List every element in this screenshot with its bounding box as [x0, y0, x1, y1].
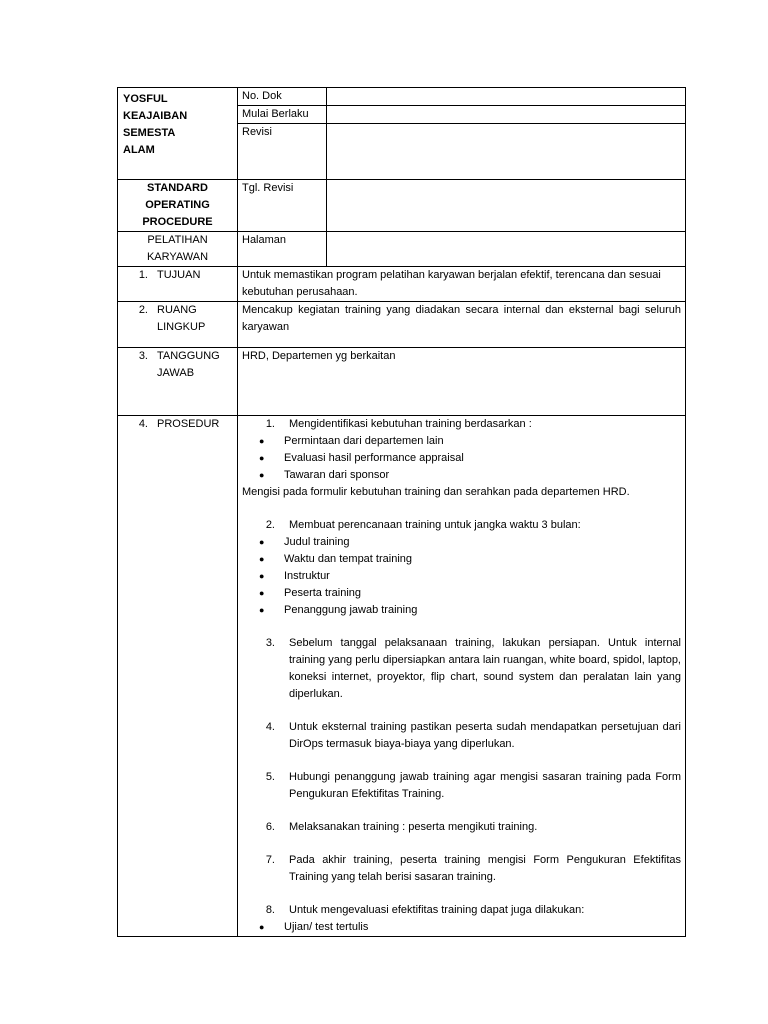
list-item: ● Permintaan dari departemen lain [242, 433, 681, 450]
no-dok-value[interactable] [327, 88, 686, 106]
list-item: ● Instruktur [242, 568, 681, 585]
bullet-icon: ● [259, 537, 265, 547]
section-prosedur-label: 4. PROSEDUR [118, 416, 238, 937]
procedure-step-3: 3. Sebelum tanggal pelaksanaan training, lakukan persiapan. Untuk internal training yang perlu dipersiapkan antara lain ruangan, white board, spidol, laptop, koneksi internet, proyektor, flip chart, sound system dan peralatan lain yang diperlukan. [265, 637, 681, 700]
procedure-step-7: 7. Pada akhir training, peserta training mengisi Form Pengukuran Efektifitas Training yang telah berisi sasaran training. [265, 854, 681, 883]
bullet-icon: ● [259, 922, 265, 932]
section-ruang-lingkup-label: 2. RUANG LINGKUP [118, 302, 238, 348]
tgl-revisi-value[interactable] [327, 180, 686, 232]
document-title: PELATIHAN KARYAWAN [118, 232, 238, 267]
procedure-step-1-note: Mengisi pada formulir kebutuhan training dan serahkan pada departemen HRD. [242, 486, 630, 498]
bullet-icon: ● [259, 571, 265, 581]
mulai-berlaku-label: Mulai Berlaku [238, 106, 327, 124]
section-tujuan-text: Untuk memastikan program pelatihan karyawan berjalan efektif, terencana dan sesuai kebutuhan perusahaan. [238, 267, 686, 302]
halaman-label: Halaman [238, 232, 327, 267]
sop-table [117, 87, 686, 937]
procedure-step-2: 2. Membuat perencanaan training untuk jangka waktu 3 bulan: [265, 519, 581, 531]
sop-title: STANDARD OPERATING PROCEDURE [118, 180, 238, 232]
section-tujuan-label: 1. TUJUAN [118, 267, 238, 302]
section-prosedur-content [238, 416, 686, 937]
no-dok-label: No. Dok [238, 88, 327, 106]
section-tanggung-jawab-text: HRD, Departemen yg berkaitan [238, 348, 686, 416]
tgl-revisi-label: Tgl. Revisi [238, 180, 327, 232]
procedure-step-4: 4. Untuk eksternal training pastikan peserta sudah mendapatkan persetujuan dari DirOps termasuk biaya-biaya yang diperlukan. [265, 721, 681, 750]
list-item: ● Peserta training [242, 585, 681, 602]
section-tanggung-jawab-label: 3. TANGGUNG JAWAB [118, 348, 238, 416]
bullet-icon: ● [259, 588, 265, 598]
halaman-value[interactable] [327, 232, 686, 267]
procedure-step-5: 5. Hubungi penanggung jawab training agar mengisi sasaran training pada Form Pengukuran Efektifitas Training. [265, 771, 681, 800]
revisi-label: Revisi [238, 124, 327, 180]
bullet-icon: ● [259, 554, 265, 564]
procedure-step-8: 8. Untuk mengevaluasi efektifitas training dapat juga dilakukan: [265, 904, 585, 916]
list-item: ● Evaluasi hasil performance appraisal [242, 450, 681, 467]
list-item: ● Tawaran dari sponsor [242, 467, 681, 484]
procedure-step-1: 1. Mengidentifikasi kebutuhan training berdasarkan : [265, 418, 532, 430]
list-item: ● Penanggung jawab training [242, 602, 681, 619]
bullet-icon: ● [259, 436, 265, 446]
section-ruang-lingkup-text: Mencakup kegiatan training yang diadakan secara internal dan eksternal bagi seluruh karyawan [238, 302, 686, 348]
list-item: ● Judul training [242, 534, 681, 551]
revisi-value[interactable] [327, 124, 686, 180]
procedure-step-6: 6. Melaksanakan training : peserta mengikuti training. [265, 821, 538, 833]
bullet-icon: ● [259, 605, 265, 615]
list-item: ● Ujian/ test tertulis [242, 919, 681, 936]
list-item: ● Waktu dan tempat training [242, 551, 681, 568]
mulai-berlaku-value[interactable] [327, 106, 686, 124]
bullet-icon: ● [259, 470, 265, 480]
organization-name: YOSFUL KEAJAIBAN SEMESTA ALAM [118, 88, 238, 180]
bullet-icon: ● [259, 453, 265, 463]
